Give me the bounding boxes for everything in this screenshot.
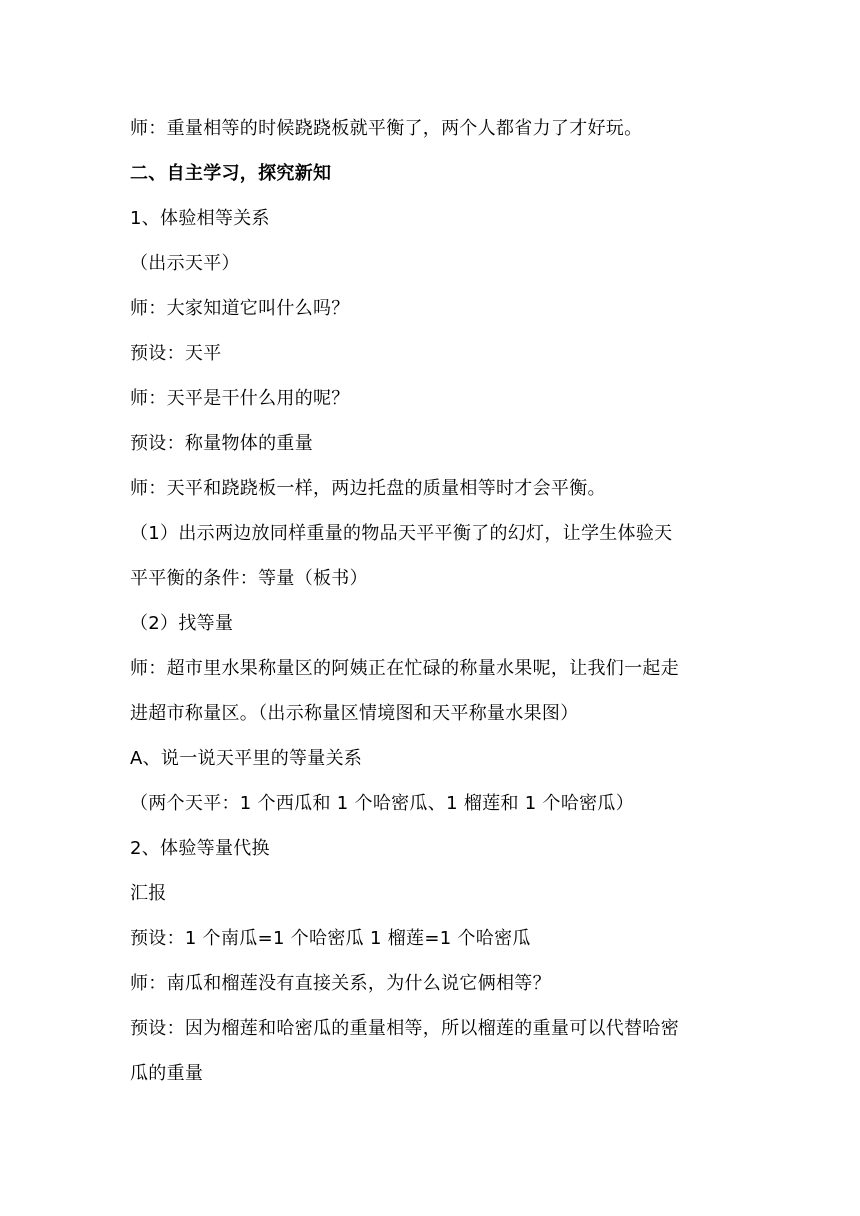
text-line: 预设：因为榴莲和哈密瓜的重量相等，所以榴莲的重量可以代替哈密 — [130, 1018, 679, 1039]
text-line: A、说一说天平里的等量关系 — [130, 748, 363, 769]
text-line: 师：重量相等的时候跷跷板就平衡了，两个人都省力了才好玩。 — [130, 118, 643, 139]
text-line: 师：天平是干什么用的呢？ — [130, 388, 350, 409]
text-line: 预设：称量物体的重量 — [130, 433, 313, 454]
document-body — [130, 106, 740, 1096]
text-line: 师：天平和跷跷板一样，两边托盘的质量相等时才会平衡。 — [130, 478, 606, 499]
text-line: 师：南瓜和榴莲没有直接关系，为什么说它俩相等？ — [130, 973, 551, 994]
text-line: 汇报 — [130, 883, 167, 904]
text-line: 预设：天平 — [130, 343, 222, 364]
text-line: 预设：1 个南瓜=1 个哈密瓜 1 榴莲=1 个哈密瓜 — [130, 928, 531, 949]
text-line: （2）找等量 — [130, 613, 234, 634]
subsection-heading: 1、体验相等关系 — [130, 208, 270, 229]
section-heading: 二、自主学习，探究新知 — [130, 163, 332, 184]
text-line: 师：大家知道它叫什么吗？ — [130, 298, 350, 319]
text-line: 进超市称量区。（出示称量区情境图和天平称量水果图） — [130, 703, 579, 724]
text-line: 瓜的重量 — [130, 1063, 204, 1084]
text-line: 平平衡的条件：等量（板书） — [130, 568, 368, 589]
text-line: （两个天平：1 个西瓜和 1 个哈密瓜、1 榴莲和 1 个哈密瓜） — [130, 793, 635, 814]
text-line: （1）出示两边放同样重量的物品天平平衡了的幻灯，让学生体验天 — [130, 523, 673, 544]
text-line: 师：超市里水果称量区的阿姨正在忙碌的称量水果呢，让我们一起走 — [130, 658, 679, 679]
text-line: （出示天平） — [130, 253, 240, 274]
subsection-heading: 2、体验等量代换 — [130, 838, 270, 859]
